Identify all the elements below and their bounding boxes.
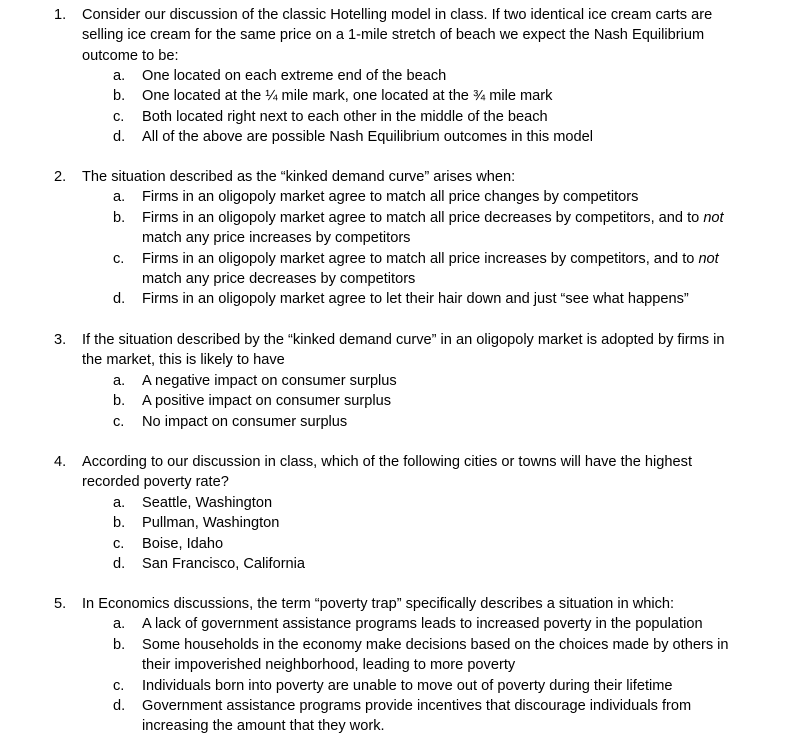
question-text: The situation described as the “kinked demand curve” arises when: <box>82 169 516 185</box>
option-text: A positive impact on consumer surplus <box>142 393 392 410</box>
option-text: San Francisco, California <box>142 555 306 572</box>
option-text: Pullman, Washington <box>142 515 280 532</box>
question-number: 4. <box>54 454 67 470</box>
option-letter: c. <box>113 250 125 267</box>
option-text: Firms in an oligopoly market agree to match all price changes by competitors <box>142 189 639 206</box>
option-emphasis: not <box>698 250 719 267</box>
option-text <box>142 249 738 290</box>
option-text-before: Firms in an oligopoly market agree to match all price decreases by competitors, and to <box>142 209 704 226</box>
option-text: Seattle, Washington <box>142 494 273 511</box>
option-text: One located on each extreme end of the beach <box>142 68 447 84</box>
option-letter: b. <box>113 636 126 653</box>
question-text: If the situation described by the “kinked demand curve” in an oligopoly market is adopted by firms in the market, this is likely to have <box>82 332 725 369</box>
option-text: A lack of government assistance programs leads to increased poverty in the population <box>142 616 703 633</box>
option-text: One located at the ¼ mile mark, one located at the ¾ mile mark <box>142 88 553 105</box>
option-text: A negative impact on consumer surplus <box>142 372 397 389</box>
option-letter: d. <box>113 555 126 572</box>
option-letter: c. <box>113 535 125 552</box>
question-text: Consider our discussion of the classic Hotelling model in class. If two identical ice cream carts are selling ice cream for the same price on a 1-mile stretch of beach we expect the Nash Equilibrium outcome to be: <box>82 7 713 64</box>
option-letter: c. <box>113 677 125 694</box>
option-text: All of the above are possible Nash Equilibrium outcomes in this model <box>142 129 594 146</box>
question-number: 3. <box>54 332 67 348</box>
option-letter: d. <box>113 697 126 714</box>
option-letter: a. <box>113 189 126 206</box>
option-letter: a. <box>113 372 126 389</box>
option-letter: d. <box>113 129 126 146</box>
option-letter: c. <box>113 413 125 430</box>
option-text: No impact on consumer surplus <box>142 413 348 430</box>
option-text: Government assistance programs provide incentives that discourage individuals from increasing the amount that they work. <box>142 697 692 735</box>
option-letter: b. <box>113 209 126 226</box>
question-text: In Economics discussions, the term “poverty trap” specifically describes a situation in which: <box>82 596 675 612</box>
option-text: Both located right next to each other in the middle of the beach <box>142 108 548 125</box>
option-text-after: match any price increases by competitors <box>142 230 411 247</box>
question-number: 2. <box>54 169 67 185</box>
option-letter: c. <box>113 108 125 125</box>
option-letter: a. <box>113 616 126 633</box>
option-emphasis: not <box>703 209 724 226</box>
option-text: Individuals born into poverty are unable to move out of poverty during their lifetime <box>142 677 673 694</box>
option-letter: d. <box>113 291 126 308</box>
option-text <box>142 208 738 249</box>
option-letter: b. <box>113 88 126 105</box>
question-number: 5. <box>54 596 67 612</box>
option-letter: a. <box>113 68 126 84</box>
option-text: Firms in an oligopoly market agree to let their hair down and just “see what happens” <box>142 291 689 308</box>
question-number: 1. <box>54 7 67 23</box>
option-letter: b. <box>113 515 126 532</box>
option-letter: a. <box>113 494 126 511</box>
option-text: Some households in the economy make decisions based on the choices made by others in their impoverished neighborhood, leading to more poverty <box>142 636 729 674</box>
option-text: Boise, Idaho <box>142 535 224 552</box>
option-letter: b. <box>113 393 126 410</box>
option-text-after: match any price decreases by competitors <box>142 270 416 287</box>
option-text-before: Firms in an oligopoly market agree to match all price increases by competitors, and to <box>142 250 699 267</box>
question-text: According to our discussion in class, which of the following cities or towns will have the highest recorded poverty rate? <box>82 454 692 491</box>
